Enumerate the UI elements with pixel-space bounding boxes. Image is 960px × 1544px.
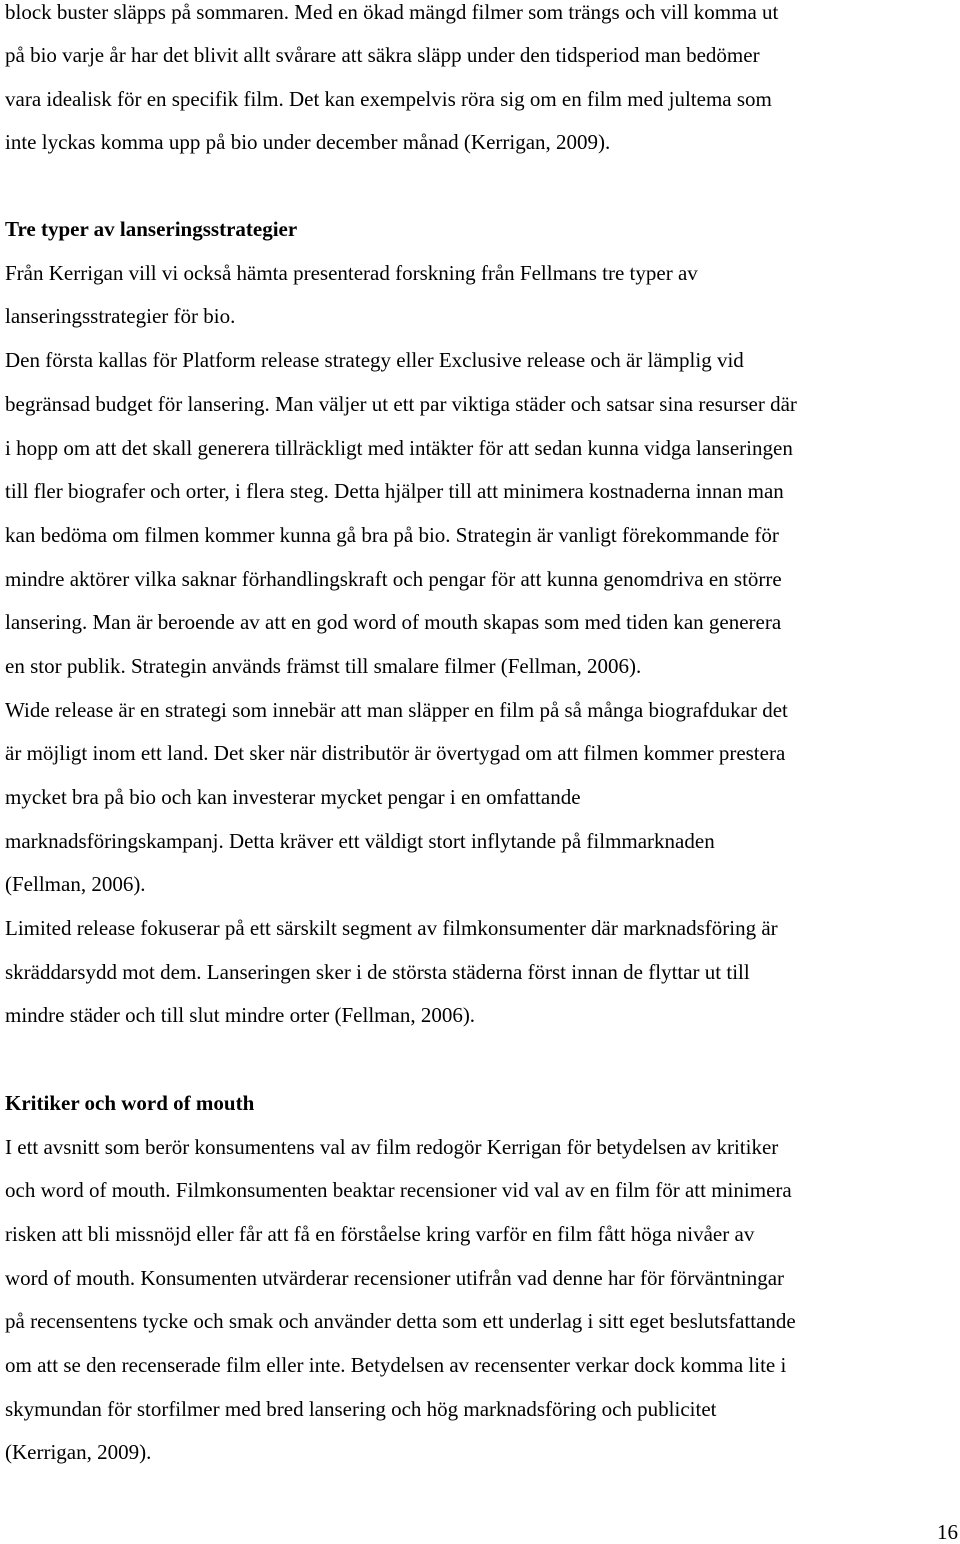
paragraph-line: I ett avsnitt som berör konsumentens val av film redogör Kerrigan för betydelsen av kritiker <box>5 1135 779 1159</box>
paragraph-line: risken att bli missnöjd eller får att få en förståelse kring varför en film fått höga nivåer av <box>5 1222 755 1246</box>
section-heading: Kritiker och word of mouth <box>5 1091 255 1115</box>
paragraph-line: skymundan för storfilmer med bred lansering och hög marknadsföring och publicitet <box>5 1397 717 1421</box>
paragraph-line: på bio varje år har det blivit allt svårare att säkra släpp under den tidsperiod man bedömer <box>5 43 760 67</box>
paragraph-line: kan bedöma om filmen kommer kunna gå bra på bio. Strategin är vanligt förekommande för <box>5 523 779 547</box>
paragraph-line: Från Kerrigan vill vi också hämta presenterad forskning från Fellmans tre typer av <box>5 261 698 285</box>
page-number: 16 <box>937 1520 958 1544</box>
paragraph-line: inte lyckas komma upp på bio under december månad (Kerrigan, 2009). <box>5 130 611 154</box>
paragraph-line: Limited release fokuserar på ett särskilt segment av filmkonsumenter där marknadsföring är <box>5 916 778 940</box>
paragraph-line: begränsad budget för lansering. Man väljer ut ett par viktiga städer och satsar sina resurser där <box>5 392 797 416</box>
paragraph-line: block buster släpps på sommaren. Med en ökad mängd filmer som trängs och vill komma ut <box>5 0 779 24</box>
section-heading: Tre typer av lanseringsstrategier <box>5 217 298 241</box>
paragraph-line: lanseringsstrategier för bio. <box>5 304 236 328</box>
paragraph-line: marknadsföringskampanj. Detta kräver ett väldigt stort inflytande på filmmarknaden <box>5 829 715 853</box>
paragraph-line: (Fellman, 2006). <box>5 872 146 896</box>
paragraph-line: till fler biografer och orter, i flera steg. Detta hjälper till att minimera kostnaderna innan man <box>5 479 784 503</box>
paragraph-line: skräddarsydd mot dem. Lanseringen sker i de största städerna först innan de flyttar ut till <box>5 960 750 984</box>
paragraph-line: word of mouth. Konsumenten utvärderar recensioner utifrån vad denne har för förväntningar <box>5 1266 785 1290</box>
paragraph-line: om att se den recenserade film eller inte. Betydelsen av recensenter verkar dock komma lite i <box>5 1353 787 1377</box>
paragraph-line: Den första kallas för Platform release strategy eller Exclusive release och är lämplig vid <box>5 348 744 372</box>
paragraph-line: mindre aktörer vilka saknar förhandlingskraft och pengar för att kunna genomdriva en större <box>5 567 782 591</box>
paragraph-line: och word of mouth. Filmkonsumenten beaktar recensioner vid val av en film för att minimera <box>5 1178 792 1202</box>
paragraph-line: i hopp om att det skall generera tillräckligt med intäkter för att sedan kunna vidga lanseringen <box>5 436 793 460</box>
paragraph-line: lansering. Man är beroende av att en god word of mouth skapas som med tiden kan generera <box>5 610 782 634</box>
paragraph-line: är möjligt inom ett land. Det sker när distributör är övertygad om att filmen kommer prestera <box>5 741 786 765</box>
paragraph-line: mycket bra på bio och kan investerar mycket pengar i en omfattande <box>5 785 581 809</box>
paragraph-line: Wide release är en strategi som innebär att man släpper en film på så många biografdukar det <box>5 698 788 722</box>
paragraph-line: mindre städer och till slut mindre orter (Fellman, 2006). <box>5 1003 476 1027</box>
paragraph-line: en stor publik. Strategin används främst till smalare filmer (Fellman, 2006). <box>5 654 642 678</box>
paragraph-line: vara idealisk för en specifik film. Det kan exempelvis röra sig om en film med jultema som <box>5 87 772 111</box>
paragraph-line: (Kerrigan, 2009). <box>5 1440 152 1464</box>
paragraph-line: på recensentens tycke och smak och använder detta som ett underlag i sitt eget beslutsfattande <box>5 1309 796 1333</box>
